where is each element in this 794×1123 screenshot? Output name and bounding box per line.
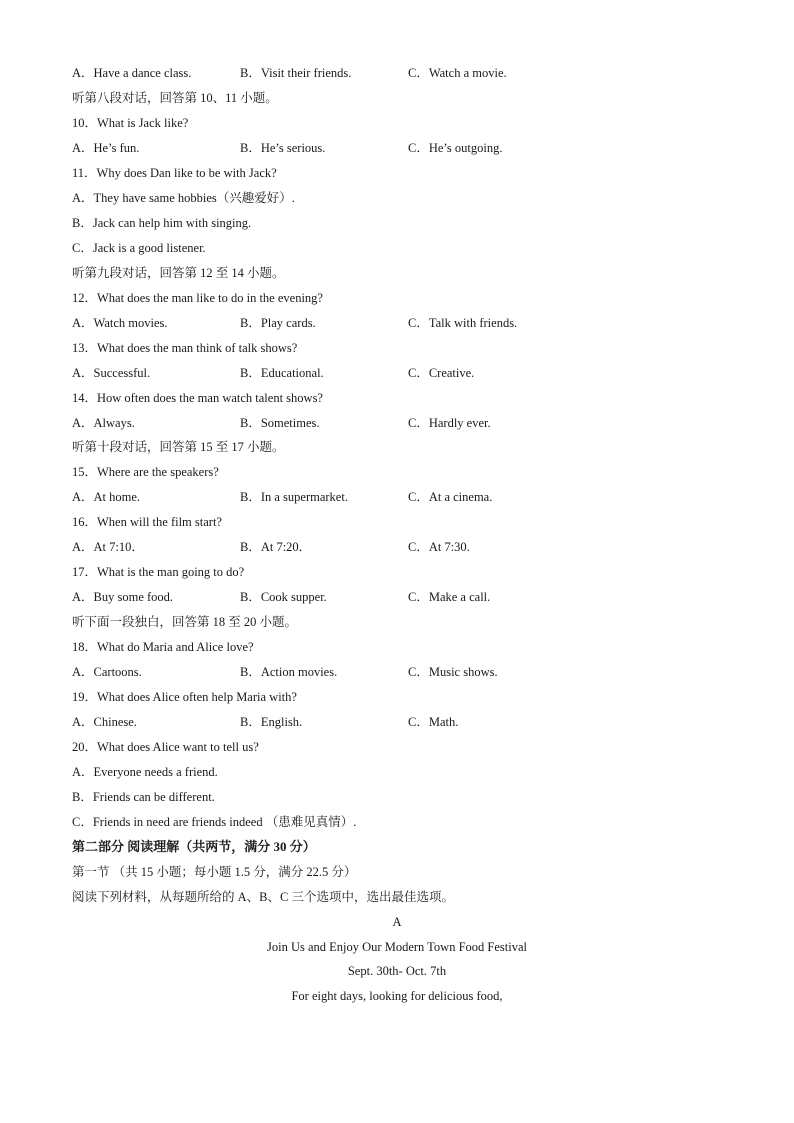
option-a: A．Cartoons. <box>72 665 142 679</box>
option-a: A．At home. <box>72 490 141 504</box>
section-9-instruction: 听第九段对话，回答第 12 至 14 小题。 <box>72 266 285 280</box>
question-10: 10．What is Jack like? <box>72 116 189 130</box>
q18-options <box>0 664 794 680</box>
option-a: A．He’s fun. <box>72 141 140 155</box>
option-a: A．At 7:10． <box>72 540 144 554</box>
option-b: B．Cook supper. <box>240 590 327 604</box>
option-c: C．Talk with friends. <box>408 316 518 330</box>
option-c: C．He’s outgoing. <box>408 141 503 155</box>
q20-option-c: C．Friends in need are friends indeed （患难见真情）. <box>72 815 357 829</box>
question-18: 18．What do Maria and Alice love? <box>72 640 254 654</box>
option-a: A．Have a dance class. <box>72 66 192 80</box>
option-c: C．Creative. <box>408 366 475 380</box>
option-a: A．Chinese. <box>72 715 137 729</box>
part-2-heading: 第二部分 阅读理解（共两节，满分 30 分） <box>72 839 316 854</box>
question-19: 19．What does Alice often help Maria with? <box>72 690 297 704</box>
question-13: 13．What does the man think of talk shows? <box>72 341 298 355</box>
part-2-section-1-heading: 第一节 （共 15 小题；每小题 1.5 分，满分 22.5 分） <box>72 865 357 879</box>
option-a: A．Buy some food. <box>72 590 174 604</box>
option-c: C．At a cinema. <box>408 490 493 504</box>
question-11: 11．Why does Dan like to be with Jack? <box>72 166 277 180</box>
question-12: 12．What does the man like to do in the evening? <box>72 291 323 305</box>
part-2-instruction: 阅读下列材料，从每题所给的 A、B、C 三个选项中，选出最佳选项。 <box>72 890 454 904</box>
option-b: B．Visit their friends. <box>240 66 352 80</box>
option-c: C．Hardly ever. <box>408 416 491 430</box>
q16-options <box>0 539 794 555</box>
option-b: B．English. <box>240 715 303 729</box>
passage-title: Join Us and Enjoy Our Modern Town Food Festival <box>267 940 527 954</box>
question-16: 16．When will the film start? <box>72 515 222 529</box>
passage-text-line: For eight days, looking for delicious food, <box>291 989 503 1003</box>
question-17: 17．What is the man going to do? <box>72 565 245 579</box>
passage-letter: A <box>392 915 402 929</box>
option-c: C．Math. <box>408 715 459 729</box>
monologue-instruction: 听下面一段独白，回答第 18 至 20 小题。 <box>72 615 298 629</box>
q20-option-b: B．Friends can be different. <box>72 790 215 804</box>
q12-options <box>0 315 794 331</box>
option-b: B．He’s serious. <box>240 141 326 155</box>
option-b: B．Sometimes. <box>240 416 320 430</box>
q11-option-b: B．Jack can help him with singing. <box>72 216 252 230</box>
question-14: 14．How often does the man watch talent shows? <box>72 391 323 405</box>
option-c: C．Music shows. <box>408 665 498 679</box>
option-b: B．Action movies. <box>240 665 338 679</box>
option-a: A．Always. <box>72 416 135 430</box>
q11-option-c: C．Jack is a good listener. <box>72 241 206 255</box>
option-c: C．Watch a movie. <box>408 66 507 80</box>
option-a: A．Successful. <box>72 366 151 380</box>
option-c: C．Make a call. <box>408 590 491 604</box>
q20-option-a: A．Everyone needs a friend. <box>72 765 218 779</box>
option-a: A．Watch movies. <box>72 316 168 330</box>
option-b: B．In a supermarket. <box>240 490 348 504</box>
q17-options <box>0 589 794 605</box>
q11-option-a: A．They have same hobbies（兴趣爱好）. <box>72 191 295 205</box>
q14-options <box>0 415 794 431</box>
q19-options <box>0 714 794 730</box>
option-b: B．Play cards. <box>240 316 316 330</box>
section-8-instruction: 听第八段对话，回答第 10、11 小题。 <box>72 91 278 105</box>
passage-dates: Sept. 30th- Oct. 7th <box>347 964 447 978</box>
option-c: C．At 7:30. <box>408 540 470 554</box>
option-b: B．At 7:20． <box>240 540 312 554</box>
section-10-instruction: 听第十段对话，回答第 15 至 17 小题。 <box>72 440 285 454</box>
option-b: B．Educational. <box>240 366 324 380</box>
q15-options <box>0 489 794 505</box>
question-15: 15．Where are the speakers? <box>72 465 219 479</box>
q10-options <box>0 140 794 156</box>
q13-options <box>0 365 794 381</box>
question-20: 20．What does Alice want to tell us? <box>72 740 259 754</box>
q9-options <box>0 65 794 81</box>
